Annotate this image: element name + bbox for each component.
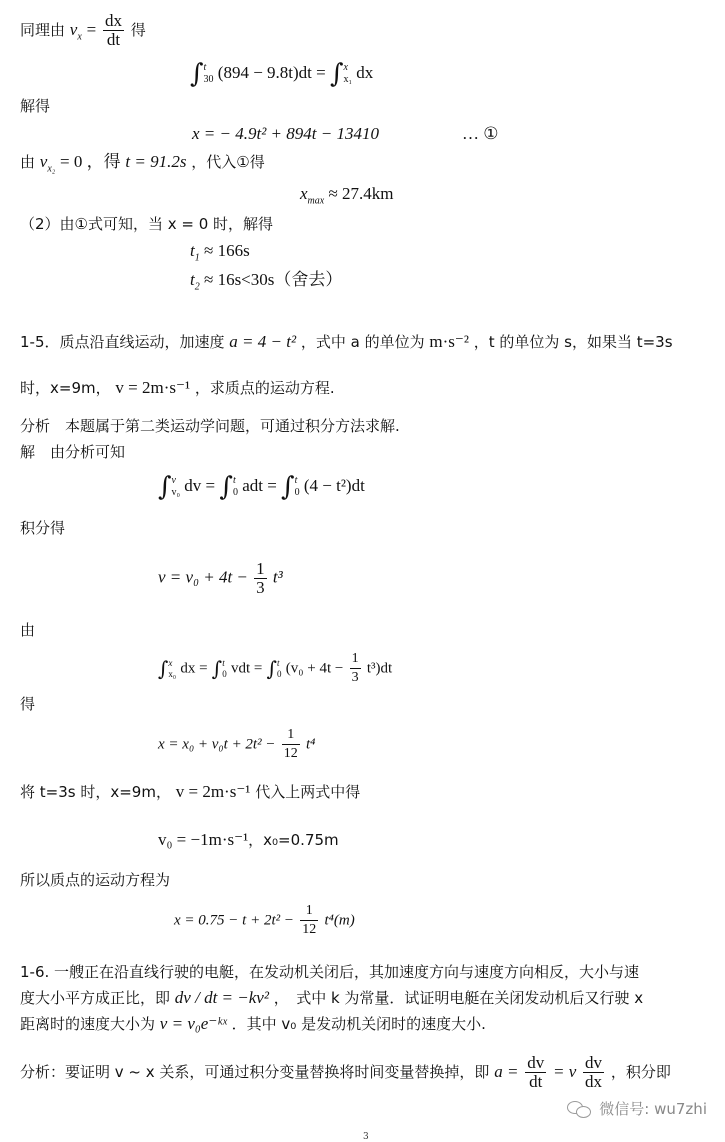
- wechat-watermark: [567, 1098, 707, 1119]
- text-line-jiede: 解得: [20, 97, 51, 115]
- fraction-dx-dt: $\frac{dx}{dt}$: [104, 11, 122, 49]
- text-conclude: 所以质点的运动方程为: [20, 871, 171, 889]
- equation-x: x = x₀ + v₀t + 2t² − $\frac{1}{12}$ t⁴: [158, 727, 316, 761]
- equation-integral-v: ∫v v₀ dv = ∫t 0 adt = ∫t 0 (4 − t²)dt: [158, 472, 365, 502]
- equation-integral-x: ∫x x₀ dx = ∫t 0 vdt = ∫t 0 (v₀ + 4t − $\frac{1}{3}$ t³)dt: [158, 651, 393, 685]
- equation-x-t: x = − 4.9t² + 894t − 13410: [192, 124, 379, 143]
- watermark-label: 微信号: wu7zhi: [599, 1100, 707, 1118]
- integral-sign: ∫: [330, 59, 344, 89]
- equation-ref-1: … ①: [462, 124, 499, 143]
- equation-t1: $t_1 \approx 166s$: [190, 241, 250, 264]
- problem-1-6-line1: 1-6. 一艘正在沿直线行驶的电艇，在发动机关闭后，其加速度方向与速度方向相反，大小与速: [20, 963, 640, 981]
- problem-1-6-line3: 距离时的速度大小为 v = v₀e⁻ᵏˣ ．其中 v₀ 是发动机关闭时的速度大小.: [20, 1014, 486, 1033]
- text-line-1: 同理由 $v_x$ = $\frac{dx}{dt}$ 得: [20, 11, 146, 49]
- problem-1-6-line2: 度大小平方成正比，即 dv / dt = −kv² ， 式中 k 为常量．试证明电艇在关闭发动机后又行驶 x: [20, 988, 644, 1007]
- text-you: 由: [20, 621, 36, 639]
- equation-integral-1: ∫t 30 (894 − 9.8t)dt = ∫x x₁ dx: [190, 59, 374, 89]
- text-fragment: 得: [130, 21, 146, 39]
- text-substitute: 将 t=3s 时，x=9m， v = 2m·s⁻¹ 代入上两式中得: [20, 782, 361, 801]
- page-number: 3: [363, 1132, 369, 1142]
- analysis-1-6: 分析：要证明 v ~ x 关系，可通过积分变量替换将时间变量替换掉，即 a = $\frac{dv}{dt}$ = v $\frac{dv}{dx}$ ，积分即: [20, 1053, 671, 1091]
- text-jifen: 积分得: [20, 519, 66, 537]
- integral-sign: ∫: [190, 59, 204, 89]
- text-de: 得: [20, 695, 36, 713]
- text-line-7: （2）由①式可知，当 x = 0 时，解得: [20, 215, 274, 233]
- analysis-1-5: 分析 本题属于第二类运动学问题，可通过积分方法求解.: [20, 417, 400, 435]
- math-vx: $v_x$: [69, 20, 82, 43]
- solve-1-5: 解 由分析可知: [20, 443, 126, 461]
- text-line-5: 由 $v_{x_2} = 0$ ，得 t = 91.2s ，代入①得: [20, 152, 265, 175]
- problem-1-5-line2: 时，x=9m， v = 2m·s⁻¹ ，求质点的运动方程.: [20, 378, 335, 397]
- equation-final: x = 0.75 − t + 2t² − $\frac{1}{12}$ t⁴(m): [174, 903, 355, 937]
- equation-xmax: $x_{max} \approx 27.4km$: [300, 184, 394, 207]
- equation-v0-x0: v₀ = −1m·s⁻¹，x₀=0.75m: [158, 830, 339, 849]
- equation-v: v = v₀ + 4t − $\frac{1}{3}$ t³: [158, 559, 283, 597]
- equation-t2: $t_2 \approx 16s<30s$（舍去）: [190, 270, 343, 293]
- text-fragment: 同理由: [20, 21, 66, 39]
- problem-1-5-line1: 1-5．质点沿直线运动，加速度 a = 4 − t² ，式中 a 的单位为 m·s⁻² ，t 的单位为 s，如果当 t=3s: [20, 332, 673, 351]
- wechat-icon: [567, 1099, 593, 1119]
